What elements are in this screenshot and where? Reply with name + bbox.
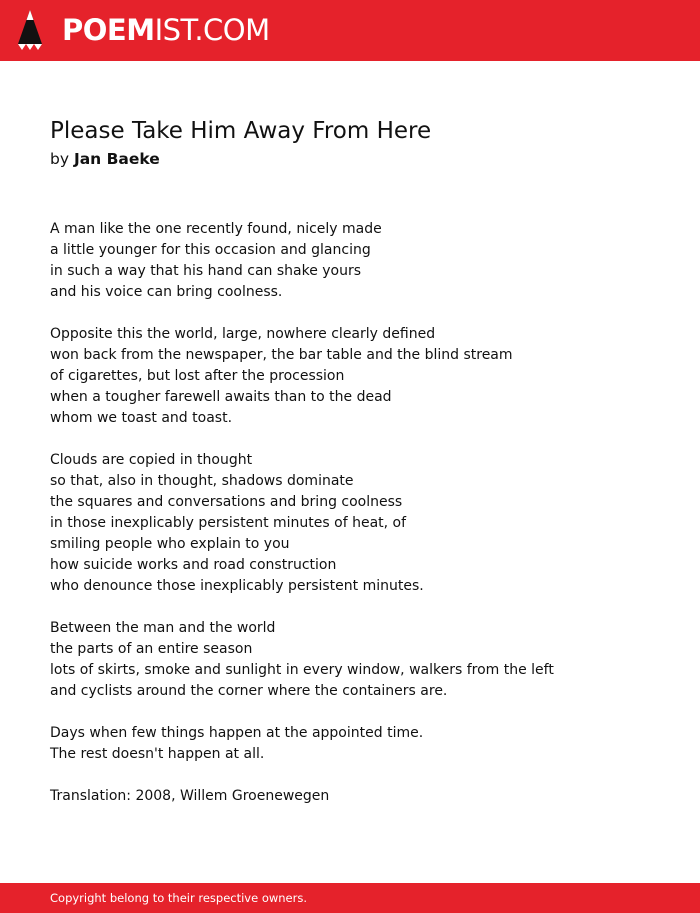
poem-line: Translation: 2008, Willem Groenewegen	[50, 788, 330, 804]
poem-line: and cyclists around the corner where the containers are.	[50, 683, 448, 699]
poem-line: the squares and conversations and bring coolness	[50, 494, 403, 510]
poem-stanza	[50, 786, 670, 807]
poem-line: Clouds are copied in thought	[50, 452, 253, 468]
poem-body	[50, 219, 670, 828]
poem-line: A man like the one recently found, nicely made	[50, 221, 382, 237]
poem-line: who denounce those inexplicably persistent minutes.	[50, 578, 424, 594]
logo-light-text: IST.COM	[154, 13, 270, 47]
poem-line: a little younger for this occasion and glancing	[50, 242, 371, 258]
poem-line: won back from the newspaper, the bar table and the blind stream	[50, 347, 513, 363]
poem-line: The rest doesn't happen at all.	[50, 746, 265, 762]
poem-line: Between the man and the world	[50, 620, 276, 636]
poem-stanza	[50, 450, 670, 597]
poem-line: Opposite this the world, large, nowhere clearly defined	[50, 326, 436, 342]
poem-line: when a tougher farewell awaits than to the dead	[50, 389, 392, 405]
poem-line: of cigarettes, but lost after the procession	[50, 368, 345, 384]
poem-line: smiling people who explain to you	[50, 536, 290, 552]
poem-line: and his voice can bring coolness.	[50, 284, 283, 300]
poem-line: in those inexplicably persistent minutes of heat, of	[50, 515, 407, 531]
site-logo[interactable]	[62, 13, 270, 47]
byline-prefix: by	[50, 150, 70, 168]
poem-author: Jan Baeke	[73, 150, 160, 168]
poem-line: lots of skirts, smoke and sunlight in every window, walkers from the left	[50, 662, 554, 678]
pencil-tip-icon	[18, 10, 42, 50]
poem-title: Please Take Him Away From Here	[50, 118, 432, 144]
poem-line: Days when few things happen at the appointed time.	[50, 725, 424, 741]
poem-stanza	[50, 219, 670, 303]
poem-stanza	[50, 618, 670, 702]
logo-strong-text: POEM	[62, 13, 155, 47]
site-header	[0, 0, 700, 61]
poem-line: in such a way that his hand can shake yours	[50, 263, 362, 279]
poem-byline	[50, 149, 160, 169]
site-footer	[0, 883, 700, 913]
poem-stanza	[50, 723, 670, 765]
copyright-text: Copyright belong to their respective owners.	[50, 891, 308, 905]
poem-line: whom we toast and toast.	[50, 410, 233, 426]
poem-line: the parts of an entire season	[50, 641, 253, 657]
poem-line: how suicide works and road construction	[50, 557, 337, 573]
poem-line: so that, also in thought, shadows dominate	[50, 473, 354, 489]
poem-stanza	[50, 324, 670, 429]
